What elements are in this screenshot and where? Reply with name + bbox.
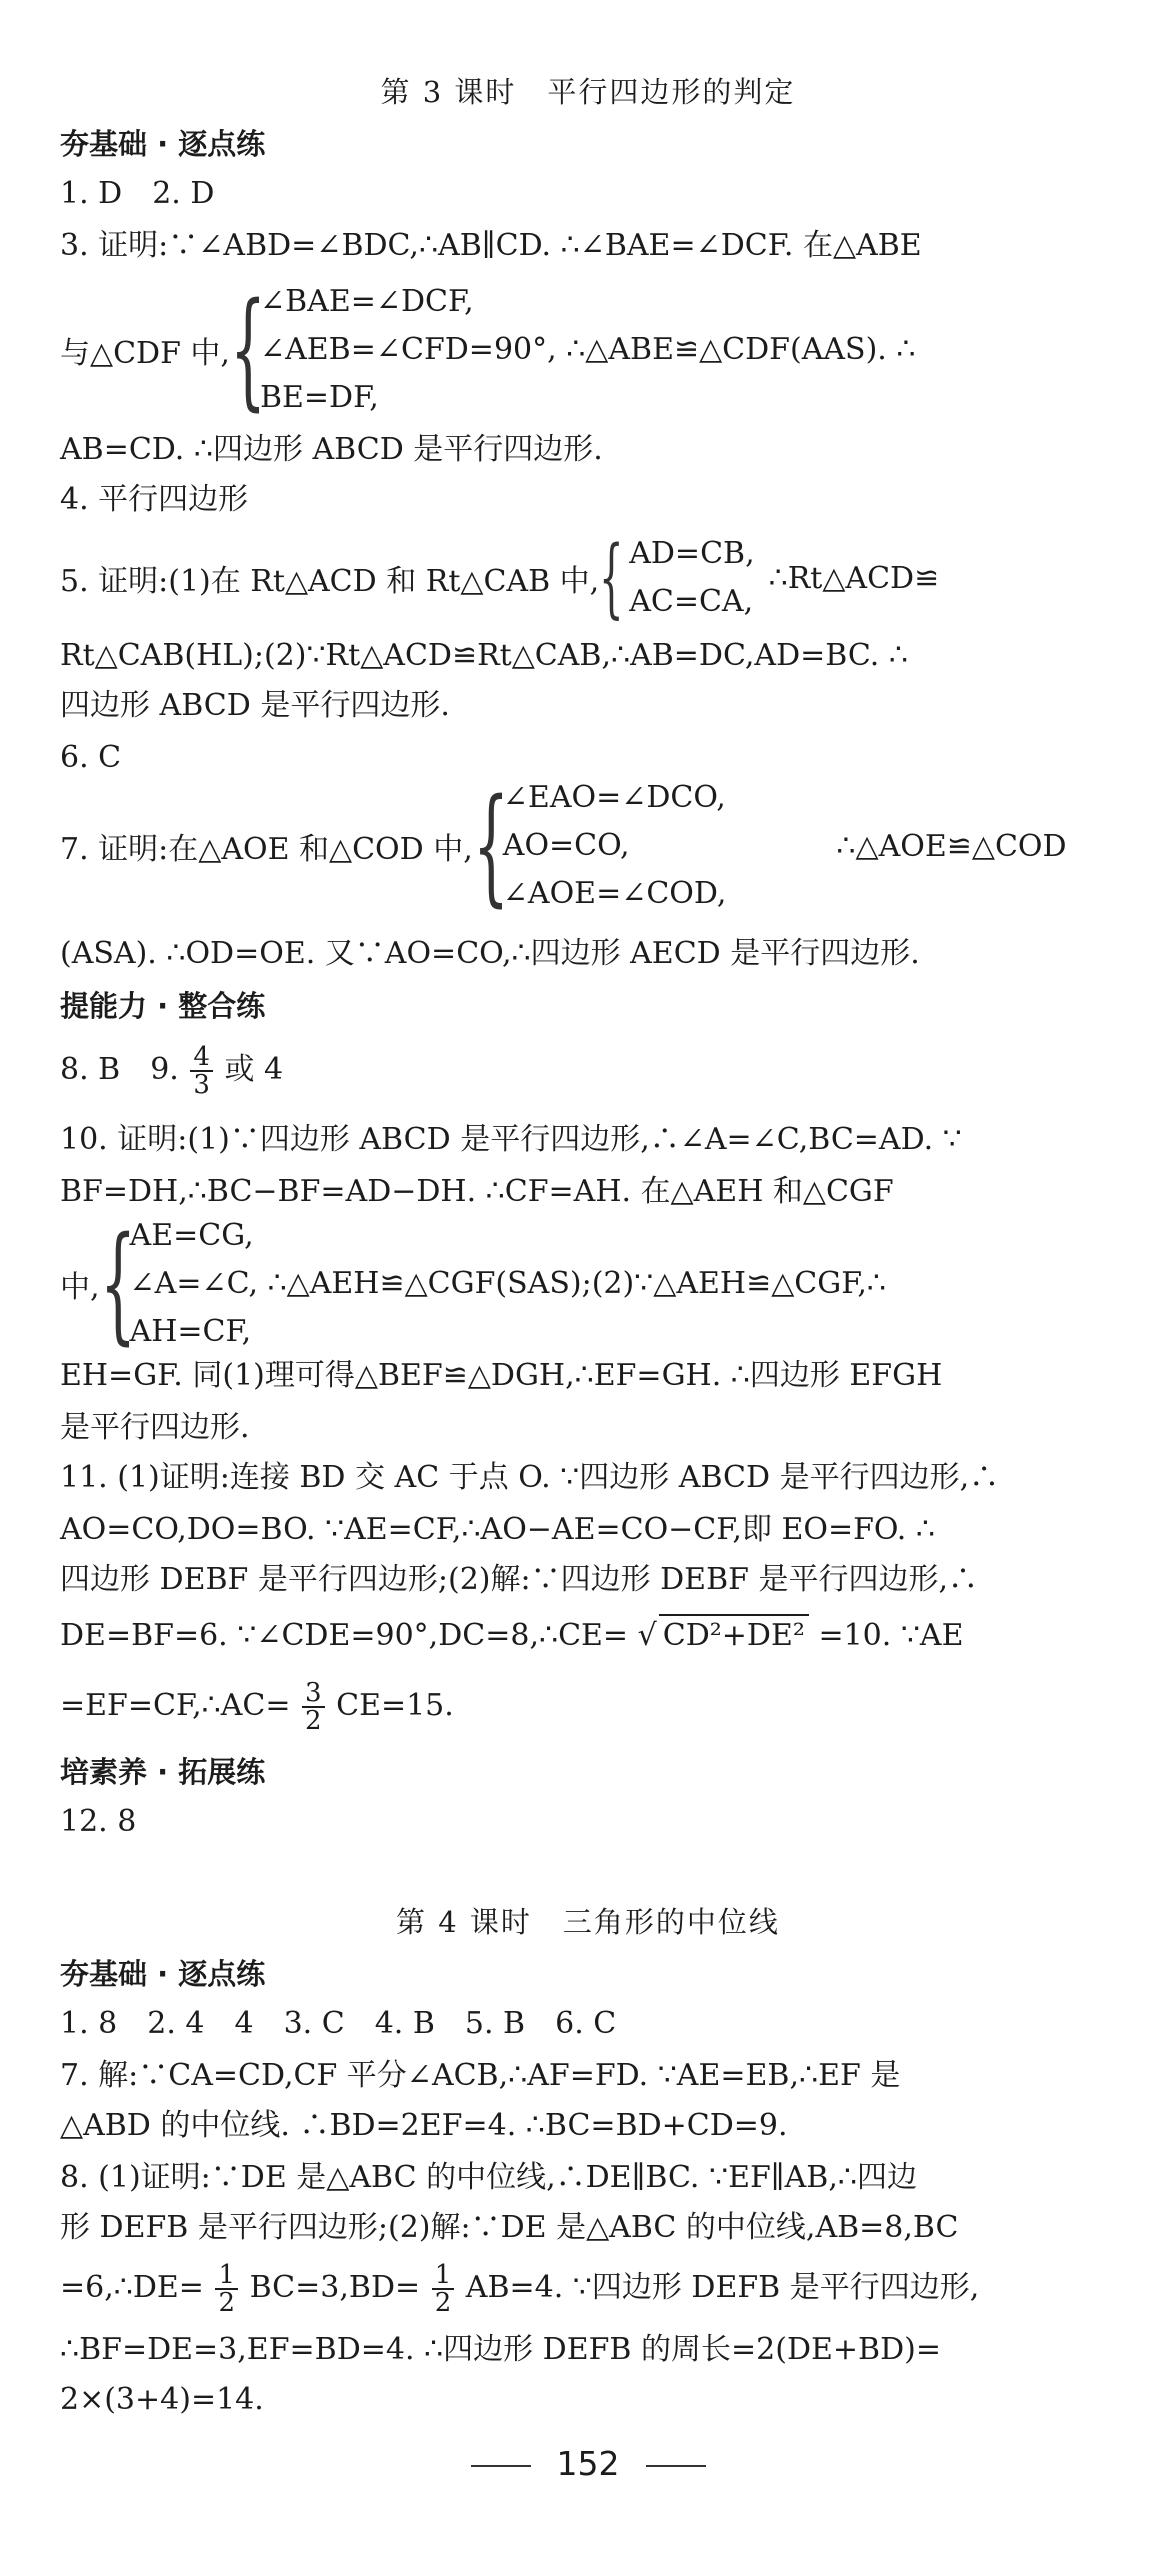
answer-9-suffix: 或 4 [224, 1052, 284, 1087]
answer-8-line3-b: BC=3,BD= [249, 2270, 421, 2305]
answer-7-cond1: ∠EAO=∠DCO, [502, 780, 726, 815]
fraction-denominator: 2 [218, 2288, 236, 2318]
fraction-one-half [432, 2262, 455, 2316]
sqrt-sign-icon: √ [637, 1618, 657, 1653]
answer-3-line3: AB=CD. ∴四边形 ABCD 是平行四边形. [60, 432, 603, 467]
answer-11-line4-pre: DE=BF=6. ∵∠CDE=90°,DC=8,∴CE= [60, 1618, 629, 1653]
sqrt-radicand: CD²+DE² [659, 1614, 809, 1656]
answer-8-line4: ∴BF=DE=3,EF=BD=4. ∴四边形 DEFB 的周长=2(DE+BD)= [60, 2332, 941, 2367]
answer-10-cond1: AE=CG, [129, 1218, 254, 1253]
answer-11-line5-post: CE=15. [336, 1688, 454, 1723]
answer-7-cond2: AO=CO, [502, 828, 630, 863]
answer-3-line1: 3. 证明:∵∠ABD=∠BDC,∴AB∥CD. ∴∠BAE=∠DCF. 在△ABE [60, 228, 922, 263]
answer-8-line1: 8. (1)证明:∵DE 是△ABC 的中位线,∴DE∥BC. ∵EF∥AB,∴四边 [60, 2160, 917, 2195]
answer-5-prefix: 5. 证明:(1)在 Rt△ACD 和 Rt△CAB 中, [60, 564, 600, 599]
fraction-numerator: 4 [190, 1044, 213, 1072]
heading-basic: 夯基础 · 逐点练 [60, 127, 266, 161]
answer-6: 6. C [60, 740, 122, 775]
section-3-title: 第 3 课时 平行四边形的判定 [380, 75, 796, 109]
answer-1-2: 1. D 2. D [60, 176, 215, 211]
answer-10-cond2: ∠A=∠C, ∴△AEH≌△CGF(SAS);(2)∵△AEH≌△CGF,∴ [129, 1266, 886, 1301]
left-brace-icon: { [99, 1210, 136, 1357]
left-brace-icon: { [472, 772, 509, 919]
fraction-four-thirds [190, 1044, 213, 1098]
answer-11-line4 [60, 1614, 1116, 1656]
page-footer [0, 2444, 1176, 2483]
fraction-denominator: 2 [305, 1706, 322, 1736]
answer-7-prefix: 7. 证明:在△AOE 和△COD 中, [60, 832, 473, 867]
answer-3-system [60, 278, 1116, 422]
answer-11-line5 [60, 1680, 1116, 1734]
answer-10-line2: BF=DH,∴BC−BF=AD−DH. ∴CF=AH. 在△AEH 和△CGF [60, 1174, 894, 1209]
section-4-title: 第 4 课时 三角形的中位线 [396, 1905, 780, 1939]
answer-3-cond3: BE=DF, [259, 380, 379, 415]
fraction-numerator: 3 [302, 1680, 325, 1708]
fraction-denominator: 2 [434, 2288, 452, 2318]
answer-10-line4: 是平行四边形. [60, 1410, 250, 1445]
fraction-three-halves [302, 1680, 325, 1734]
answer-1-6: 1. 8 2. 4 4 3. C 4. B 5. B 6. C [60, 2006, 617, 2041]
answer-8-9 [60, 1044, 1116, 1098]
answer-10-cond3: AH=CF, [129, 1314, 252, 1349]
answer-8-line3 [60, 2262, 1116, 2316]
page-number: 152 [556, 2444, 620, 2483]
answer-12: 12. 8 [60, 1804, 137, 1839]
answer-7-line2: (ASA). ∴OD=OE. 又∵AO=CO,∴四边形 AECD 是平行四边形. [60, 936, 920, 971]
fraction-one-half [215, 2262, 238, 2316]
heading-ability: 提能力 · 整合练 [60, 989, 266, 1023]
answer-11-line5-pre: =EF=CF,∴AC= [60, 1688, 291, 1723]
answer-11-line3: 四边形 DEBF 是平行四边形;(2)解:∵四边形 DEBF 是平行四边形,∴ [60, 1562, 979, 1597]
answer-11-line4-post: =10. ∵AE [818, 1618, 964, 1653]
heading-extension: 培素养 · 拓展练 [60, 1755, 266, 1789]
answer-5-line3: 四边形 ABCD 是平行四边形. [60, 688, 450, 723]
left-brace-icon: { [599, 528, 624, 628]
answer-11-line1: 11. (1)证明:连接 BD 交 AC 于点 O. ∵四边形 ABCD 是平行四边形,∴ [60, 1460, 1000, 1495]
answer-7-cond3: ∠AOE=∠COD, [502, 876, 727, 911]
fraction-denominator: 3 [193, 1070, 210, 1100]
heading-basic-2: 夯基础 · 逐点练 [60, 1957, 266, 1991]
answer-5-suffix: ∴Rt△ACD≌ [768, 560, 940, 596]
answer-5-cond1: AD=CB, [629, 536, 755, 571]
fraction-numerator: 1 [432, 2262, 455, 2290]
answer-8-line3-c: AB=4. ∵四边形 DEFB 是平行四边形, [465, 2270, 980, 2305]
answer-8-9-text: 8. B 9. [60, 1052, 179, 1087]
answer-8-line3-a: =6,∴DE= [60, 2270, 204, 2305]
answer-10-prefix: 中, [60, 1270, 100, 1305]
answer-3-cond1: ∠BAE=∠DCF, [259, 284, 474, 319]
answer-3-cond2: ∠AEB=∠CFD=90°, ∴△ABE≌△CDF(AAS). ∴ [259, 332, 916, 367]
answer-10-system [60, 1212, 1116, 1356]
answer-8-line5: 2×(3+4)=14. [60, 2382, 264, 2417]
answer-7-line1-s4: 7. 解:∵CA=CD,CF 平分∠ACB,∴AF=FD. ∵AE=EB,∴EF 是 [60, 2058, 901, 2093]
answer-10-line3: EH=GF. 同(1)理可得△BEF≌△DGH,∴EF=GH. ∴四边形 EFGH [60, 1358, 943, 1393]
footer-dash-left [471, 2465, 531, 2467]
answer-10-line1: 10. 证明:(1)∵四边形 ABCD 是平行四边形,∴∠A=∠C,BC=AD. ∵ [60, 1122, 962, 1157]
answer-7-suffix: ∴△AOE≌△COD [836, 828, 1067, 864]
left-brace-icon: { [229, 276, 267, 423]
answer-5-cond2: AC=CA, [629, 584, 754, 619]
answer-11-line2: AO=CO,DO=BO. ∵AE=CF,∴AO−AE=CO−CF,即 EO=FO. ∴ [60, 1512, 935, 1547]
answer-8-line2: 形 DEFB 是平行四边形;(2)解:∵DE 是△ABC 的中位线,AB=8,BC [60, 2210, 959, 2245]
answer-7-line2-s4: △ABD 的中位线. ∴BD=2EF=4. ∴BC=BD+CD=9. [60, 2108, 788, 2143]
answer-4: 4. 平行四边形 [60, 482, 249, 517]
fraction-numerator: 1 [215, 2262, 238, 2290]
answer-3-prefix: 与△CDF 中, [60, 336, 230, 371]
answer-5-line2: Rt△CAB(HL);(2)∵Rt△ACD≌Rt△CAB,∴AB=DC,AD=BC. ∴ [60, 638, 908, 673]
footer-dash-right [646, 2465, 706, 2467]
answer-5-system [60, 530, 1116, 626]
answer-7-system [60, 774, 1116, 918]
